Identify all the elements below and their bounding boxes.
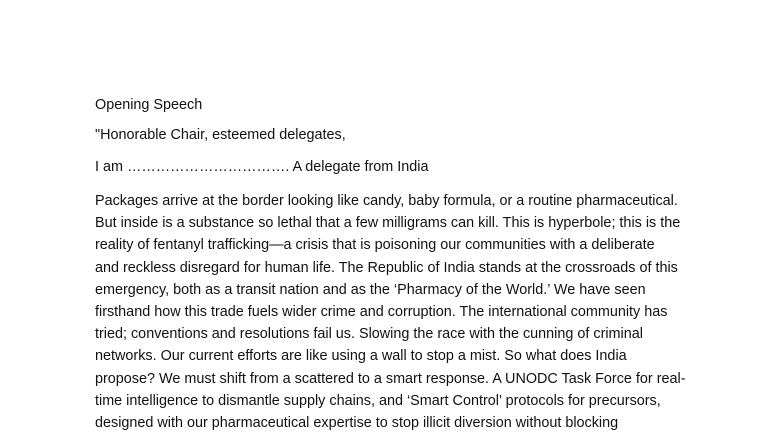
speech-heading: Opening Speech (95, 97, 203, 113)
body-line: firsthand how this trade fuels wider crime and corruption. The international community has (95, 304, 668, 321)
body-line: networks. Our current efforts are like using a wall to stop a mist. So what does India (95, 348, 627, 365)
speech-intro: I am ……………………………. A delegate from India (95, 159, 429, 175)
body-line: designed with our pharmaceutical expertise to stop illicit diversion without blocking (95, 415, 619, 432)
body-line: and reckless disregard for human life. The Republic of India stands at the crossroads of this (95, 259, 678, 276)
speech-greeting: "Honorable Chair, esteemed delegates, (95, 127, 346, 143)
body-line: time intelligence to dismantle supply chains, and ‘Smart Control’ protocols for precursors, (95, 392, 661, 409)
document-content (95, 96, 695, 434)
body-line: reality of fentanyl trafficking—a crisis that is poisoning our communities with a deliberate (95, 237, 655, 254)
body-line: tried; conventions and resolutions fail us. Slowing the race with the cunning of criminal (95, 326, 643, 343)
body-line: propose? We must shift from a scattered to a smart response. A UNODC Task Force for real- (95, 370, 686, 387)
speech-body (95, 190, 695, 434)
body-line: But inside is a substance so lethal that a few milligrams can kill. This is hyperbole; this is the (95, 215, 681, 232)
body-line: emergency, both as a transit nation and as the ‘Pharmacy of the World.’ We have seen (95, 281, 646, 298)
body-line: Packages arrive at the border looking like candy, baby formula, or a routine pharmaceutical. (95, 193, 678, 209)
